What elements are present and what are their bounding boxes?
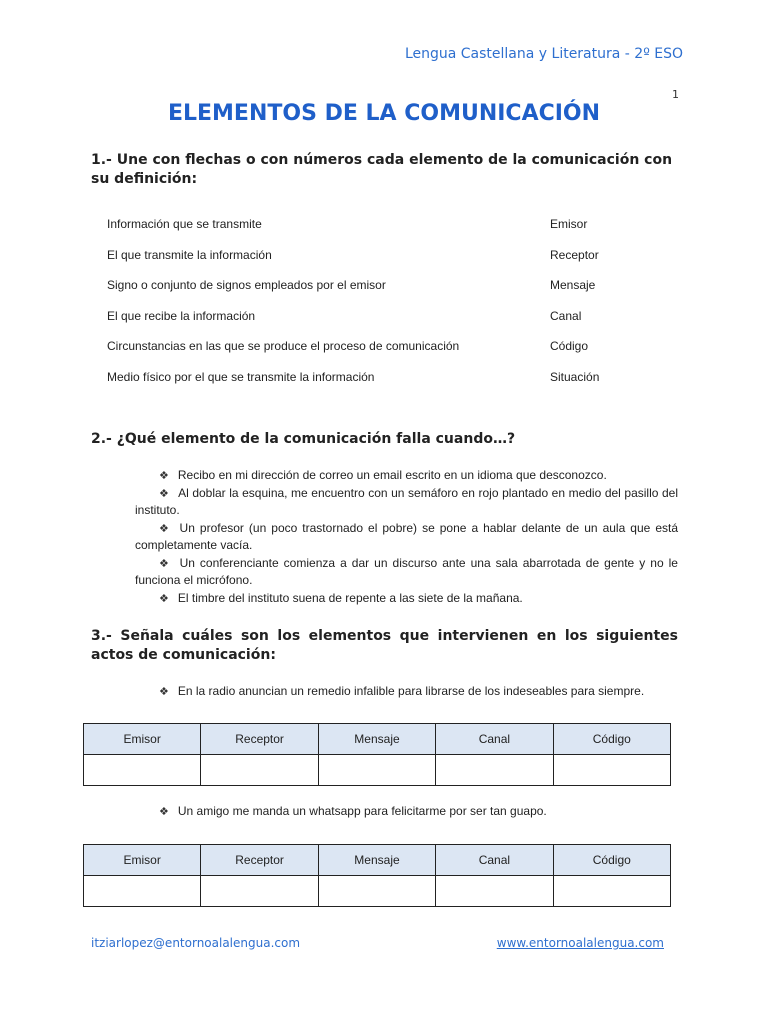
definition-text: Medio físico por el que se transmite la información (107, 369, 375, 384)
answer-cell[interactable] (436, 755, 553, 786)
answer-cell[interactable] (84, 755, 201, 786)
footer-email: itziarlopez@entornoalalengua.com (91, 936, 301, 950)
diamond-bullet-icon: ❖ (159, 521, 171, 535)
question-1-heading: 1.- Une con flechas o con números cada elemento de la comunicación con su definición: (91, 152, 673, 187)
column-header: Emisor (84, 845, 201, 876)
matching-row (107, 334, 627, 365)
course-header: Lengua Castellana y Literatura - 2º ESO (404, 46, 683, 62)
diamond-bullet-icon: ❖ (159, 486, 170, 500)
answer-cell[interactable] (84, 876, 201, 907)
answer-cell[interactable] (553, 876, 670, 907)
answer-cell[interactable] (318, 755, 435, 786)
column-header: Canal (436, 724, 553, 755)
list-item (135, 485, 678, 520)
column-header: Receptor (201, 845, 318, 876)
list-item (135, 467, 678, 485)
answer-cell[interactable] (553, 755, 670, 786)
column-header: Emisor (84, 724, 201, 755)
answer-cell[interactable] (201, 755, 318, 786)
table-row (84, 876, 671, 907)
diamond-bullet-icon: ❖ (159, 805, 169, 818)
element-term: Situación (550, 369, 600, 384)
answer-cell[interactable] (436, 876, 553, 907)
diamond-bullet-icon: ❖ (159, 685, 169, 698)
example-text: Un amigo me manda un whatsapp para felicitarme por ser tan guapo. (177, 804, 547, 818)
definition-text: El que transmite la información (107, 247, 272, 262)
diamond-bullet-icon: ❖ (159, 556, 171, 570)
communication-elements-table-1 (83, 723, 671, 786)
element-term: Receptor (550, 247, 599, 262)
column-header: Código (553, 724, 670, 755)
matching-row (107, 365, 627, 396)
definition-text: Signo o conjunto de signos empleados por el emisor (107, 278, 386, 293)
column-header: Mensaje (318, 724, 435, 755)
diamond-bullet-icon: ❖ (159, 591, 169, 605)
list-item (135, 555, 678, 590)
page-number: 1 (672, 88, 679, 101)
answer-cell[interactable] (318, 876, 435, 907)
list-item (135, 590, 678, 608)
example-1 (159, 684, 644, 698)
element-term: Código (550, 339, 589, 354)
column-header: Mensaje (318, 845, 435, 876)
question-2-heading: 2.- ¿Qué elemento de la comunicación falla cuando…? (91, 431, 516, 447)
list-item-text: El timbre del instituto suena de repente a las siete de la mañana. (177, 590, 523, 605)
table-header-row (84, 845, 671, 876)
list-item-text: Un conferenciante comienza a dar un discurso ante una sala abarrotada de gente y no le funciona el micrófono. (135, 555, 678, 587)
column-header: Código (553, 845, 670, 876)
definition-text: Información que se transmite (107, 217, 262, 231)
diamond-bullet-icon: ❖ (159, 469, 169, 482)
list-item (135, 520, 678, 555)
matching-row (107, 273, 627, 304)
communication-elements-table-2 (83, 844, 671, 907)
page-title: ELEMENTOS DE LA COMUNICACIÓN (167, 101, 601, 126)
element-term: Canal (550, 308, 582, 323)
column-header: Canal (436, 845, 553, 876)
footer-website-link[interactable]: www.entornoalalengua.com (496, 936, 664, 950)
example-text: En la radio anuncian un remedio infalible para librarse de los indeseables para siempre. (177, 684, 645, 698)
matching-list (107, 212, 627, 396)
list-item-text: Recibo en mi dirección de correo un email escrito en un idioma que desconozco. (177, 468, 607, 482)
example-2 (159, 804, 547, 818)
list-item-text: Al doblar la esquina, me encuentro con un semáforo en rojo plantado en medio del pasillo del instituto. (135, 485, 678, 517)
element-term: Emisor (550, 217, 588, 231)
definition-text: Circunstancias en las que se produce el proceso de comunicación (107, 339, 460, 354)
table-header-row (84, 724, 671, 755)
column-header: Receptor (201, 724, 318, 755)
question-3-heading: 3.- Señala cuáles son los elementos que intervienen en los siguientes actos de comunicación: (91, 628, 678, 663)
definition-text: El que recibe la información (107, 308, 256, 323)
failure-list (135, 467, 678, 607)
answer-cell[interactable] (201, 876, 318, 907)
matching-row (107, 212, 627, 243)
matching-row (107, 304, 627, 335)
matching-row (107, 243, 627, 274)
element-term: Mensaje (550, 278, 596, 293)
list-item-text: Un profesor (un poco trastornado el pobre) se pone a hablar delante de un aula que está completamente vacía. (135, 520, 678, 552)
table-row (84, 755, 671, 786)
